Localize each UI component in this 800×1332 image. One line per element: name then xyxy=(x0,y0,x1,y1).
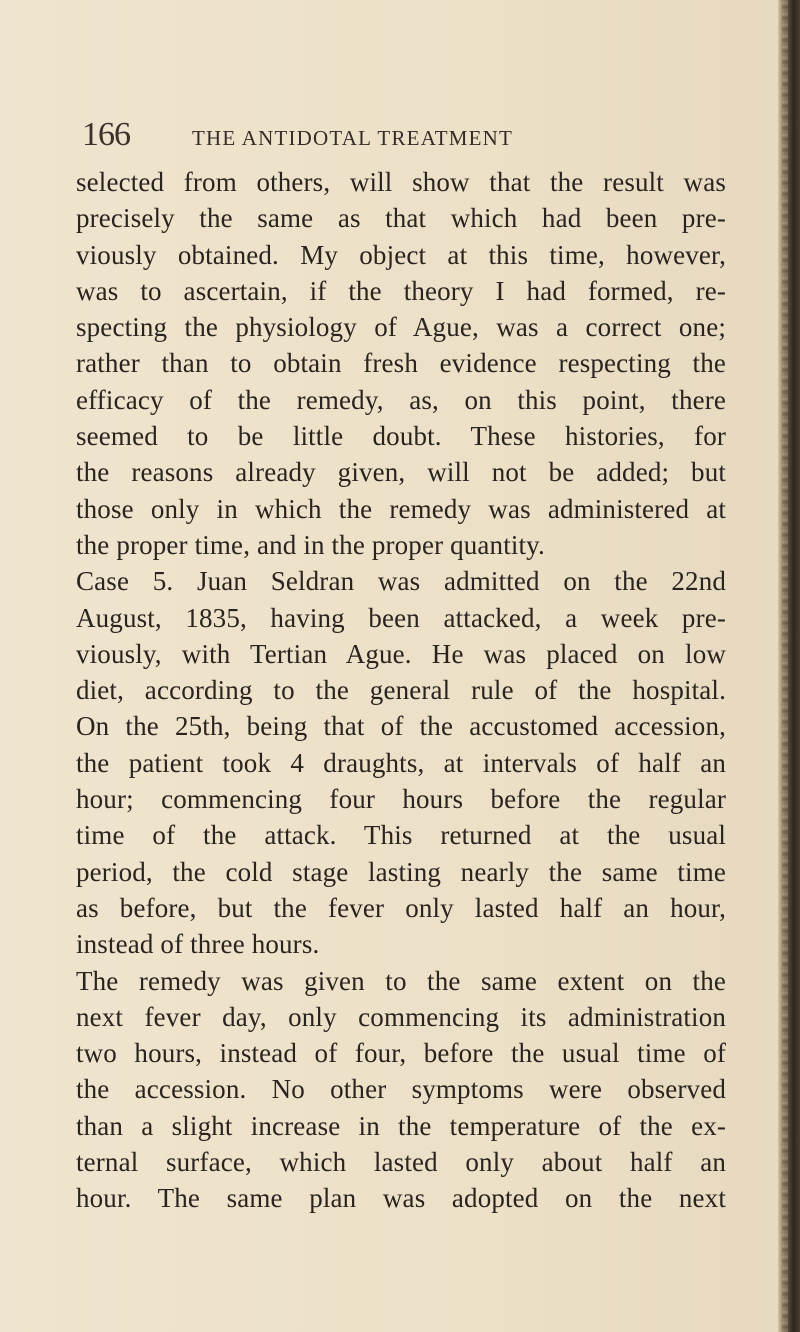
text-line: The remedy was given to the same extent on the xyxy=(76,965,726,996)
text-line: those only in which the remedy was administered at xyxy=(76,493,726,524)
text-line: hour. The same plan was adopted on the next xyxy=(76,1183,726,1214)
text-line: instead of three hours. xyxy=(76,929,320,960)
text-line: two hours, instead of four, before the usual time of xyxy=(76,1038,726,1069)
running-head: THE ANTIDOTAL TREATMENT xyxy=(192,126,514,150)
text-line: viously, with Tertian Ague. He was placed on low xyxy=(76,638,726,669)
text-line: the accession. No other symptoms were observed xyxy=(76,1074,726,1105)
page-edge-shadow xyxy=(778,0,800,1332)
text-line: seemed to be little doubt. These histories, for xyxy=(76,421,726,452)
text-line: the reasons already given, will not be added; but xyxy=(76,457,726,488)
text-line: ternal surface, which lasted only about half an xyxy=(76,1147,726,1178)
text-line: specting the physiology of Ague, was a correct one; xyxy=(76,312,726,343)
text-line: as before, but the fever only lasted half an hour, xyxy=(76,892,726,923)
text-line: selected from others, will show that the result was xyxy=(76,167,726,197)
text-line: period, the cold stage lasting nearly the same time xyxy=(76,856,726,887)
text-line: viously obtained. My object at this time, however, xyxy=(76,239,726,270)
text-line: was to ascertain, if the theory I had formed, re- xyxy=(76,275,726,306)
text-line: efficacy of the remedy, as, on this point, there xyxy=(76,384,726,415)
page-header xyxy=(82,118,742,158)
text-line: diet, according to the general rule of the hospital. xyxy=(76,675,726,706)
text-line: August, 1835, having been attacked, a week pre- xyxy=(76,602,726,633)
text-line: next fever day, only commencing its administration xyxy=(76,1001,726,1032)
page-number: 166 xyxy=(82,116,130,153)
text-line: rather than to obtain fresh evidence respecting the xyxy=(76,348,726,379)
text-line: the patient took 4 draughts, at intervals of half an xyxy=(76,747,726,778)
text-line: On the 25th, being that of the accustomed accession, xyxy=(76,711,726,742)
text-line: time of the attack. This returned at the usual xyxy=(76,820,726,851)
text-line: precisely the same as that which had been pre- xyxy=(76,203,726,234)
body-text xyxy=(76,164,726,1217)
text-line: the proper time, and in the proper quantity. xyxy=(76,529,545,560)
text-line-case-heading: Case 5. Juan Seldran was admitted on the 22nd xyxy=(76,566,726,597)
text-line: hour; commencing four hours before the regular xyxy=(76,784,726,815)
text-line: than a slight increase in the temperature of the ex- xyxy=(76,1110,726,1141)
